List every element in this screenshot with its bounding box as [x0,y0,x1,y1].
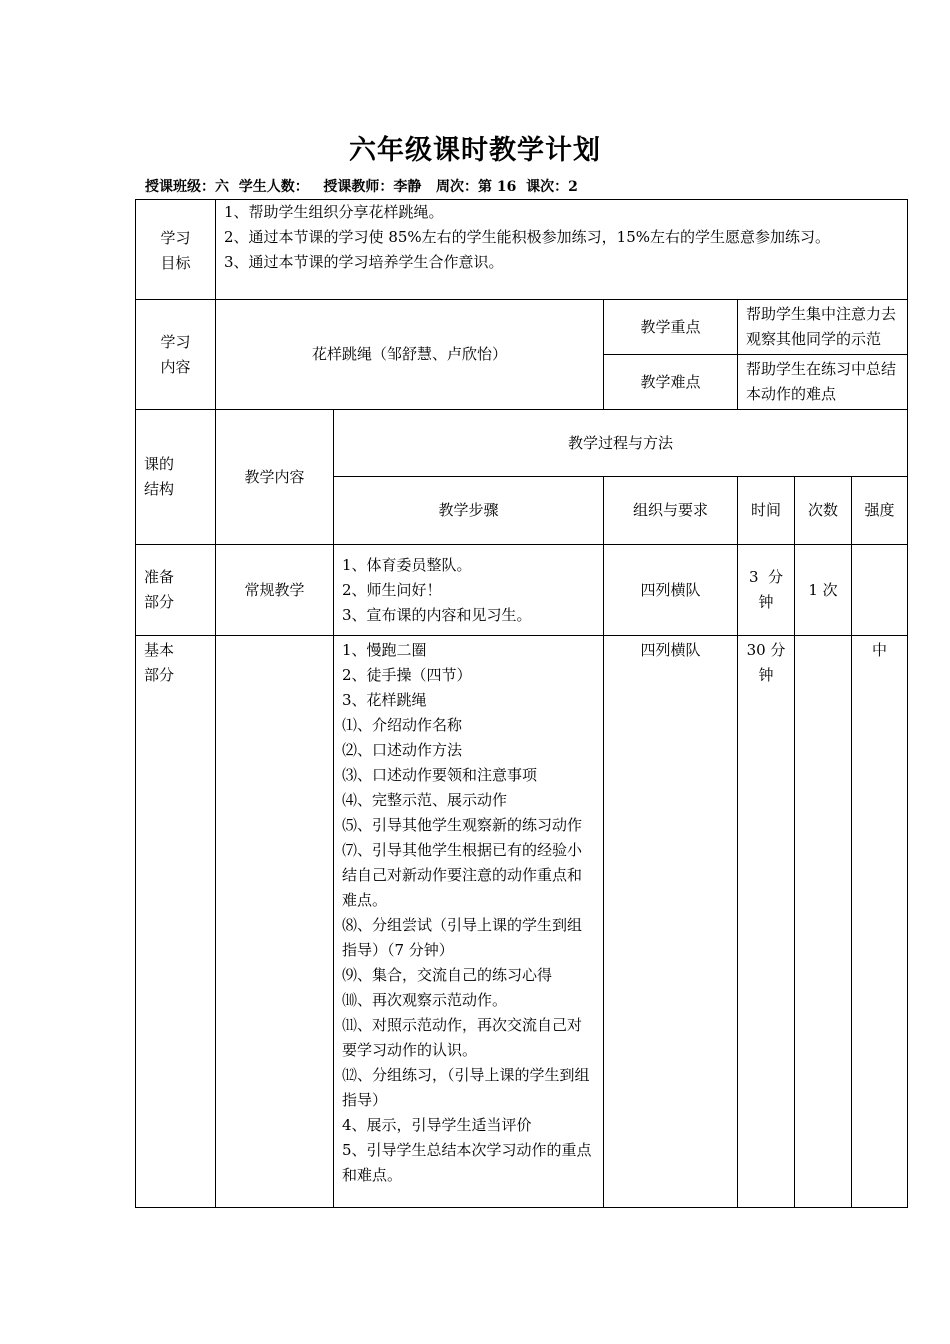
teaching-content-header: 教学内容 [216,410,334,545]
process-header: 教学过程与方法 [334,410,908,477]
basic-step: ⑶、口述动作要领和注意事项 [342,766,538,784]
prep-label [136,545,216,636]
prep-steps [334,545,604,636]
basic-content [216,636,334,1208]
prep-intensity [852,545,908,636]
structure-header-line-1: 课的 [144,455,175,473]
objective-line: 1、帮助学生组织分享花样跳绳。 [224,203,444,221]
basic-step: ⑸、引导其他学生观察新的练习动作 [342,816,583,834]
objective-line: 2、通过本节课的学习使 85%左右的学生能积极参加练习，15%左右的学生愿意参加练习。 [224,228,830,246]
basic-count [795,636,852,1208]
objectives-label-line-1: 学习 [160,229,191,247]
organization-header: 组织与要求 [604,477,738,545]
basic-label [136,636,216,1208]
prep-label-line-2: 部分 [144,593,175,611]
content-label-line-1: 学习 [160,332,191,351]
key-point-label: 教学重点 [604,300,738,355]
basic-step: ⑼、集合，交流自己的练习心得 [342,966,553,984]
content-label [136,300,216,410]
prep-time [738,545,795,636]
prep-content: 常规教学 [216,545,334,636]
basic-step: ⑴、介绍动作名称 [342,716,463,734]
basic-step: ⑻、分组尝试（引导上课的学生到组指导）（7 分钟） [342,916,583,959]
prep-time-line-2: 钟 [758,593,774,611]
basic-time-line-2: 钟 [758,666,774,684]
content-row [136,300,908,355]
content-text: 花样跳绳（邹舒慧、卢欣怡） [216,300,604,410]
basic-step: ⑽、再次观察示范动作。 [342,991,508,1009]
basic-step: ⑺、引导其他学生根据已有的经验小结自己对新动作要注意的动作重点和难点。 [342,841,583,909]
basic-step: 3、花样跳绳 [342,691,427,709]
steps-header: 教学步骤 [334,477,604,545]
basic-step: ⑵、口述动作方法 [342,741,463,759]
basic-time-line-1: 30 分 [746,641,786,659]
basic-step: 1、慢跑二圈 [342,641,427,659]
objectives-label-line-2: 目标 [160,254,191,272]
basic-intensity: 中 [852,636,908,1208]
prep-step: 3、宣布课的内容和见习生。 [342,605,532,624]
basic-label-line-2: 部分 [144,666,175,684]
lesson-plan-table [135,199,908,1208]
objective-line: 3、通过本节课的学习培养学生合作意识。 [224,253,504,271]
prep-count: 1 次 [795,545,852,636]
basic-row [136,636,908,1208]
content-label-line-2: 内容 [160,357,191,376]
difficulty-label: 教学难点 [604,355,738,410]
prep-row [136,545,908,636]
basic-time [738,636,795,1208]
prep-organization: 四列横队 [604,545,738,636]
time-header: 时间 [738,477,795,545]
difficulty-text: 帮助学生在练习中总结本动作的难点 [738,355,908,410]
intensity-header: 强度 [852,477,908,545]
key-point-text: 帮助学生集中注意力去观察其他同学的示范 [738,300,908,355]
header-row [136,410,908,477]
objectives-row [136,200,908,300]
prep-time-line-1: 3 分 [748,568,784,586]
basic-step: ⑾、对照示范动作，再次交流自己对要学习动作的认识。 [342,1016,583,1059]
structure-header [136,410,216,545]
basic-step: 4、展示，引导学生适当评价 [342,1116,532,1134]
page-title: 六年级课时教学计划 [349,135,601,166]
basic-step: ⑿、分组练习，（引导上课的学生到组指导） [342,1066,590,1109]
prep-step: 1、体育委员整队。 [342,555,472,574]
count-header: 次数 [795,477,852,545]
structure-header-line-2: 结构 [144,480,175,498]
prep-step: 2、师生问好！ [342,580,442,599]
basic-organization: 四列横队 [604,636,738,1208]
class-info-line: 授课班级：六 学生人数： 授课教师：李静 周次：第 16 课次：2 [145,179,578,195]
objectives-label [136,200,216,300]
basic-step: 2、徒手操（四节） [342,666,472,684]
objectives-text [216,200,908,300]
prep-label-line-1: 准备 [144,568,175,586]
basic-label-line-1: 基本 [144,641,175,659]
basic-steps [334,636,604,1208]
basic-step: ⑷、完整示范、展示动作 [342,791,508,809]
basic-step: 5、引导学生总结本次学习动作的重点和难点。 [342,1141,592,1184]
